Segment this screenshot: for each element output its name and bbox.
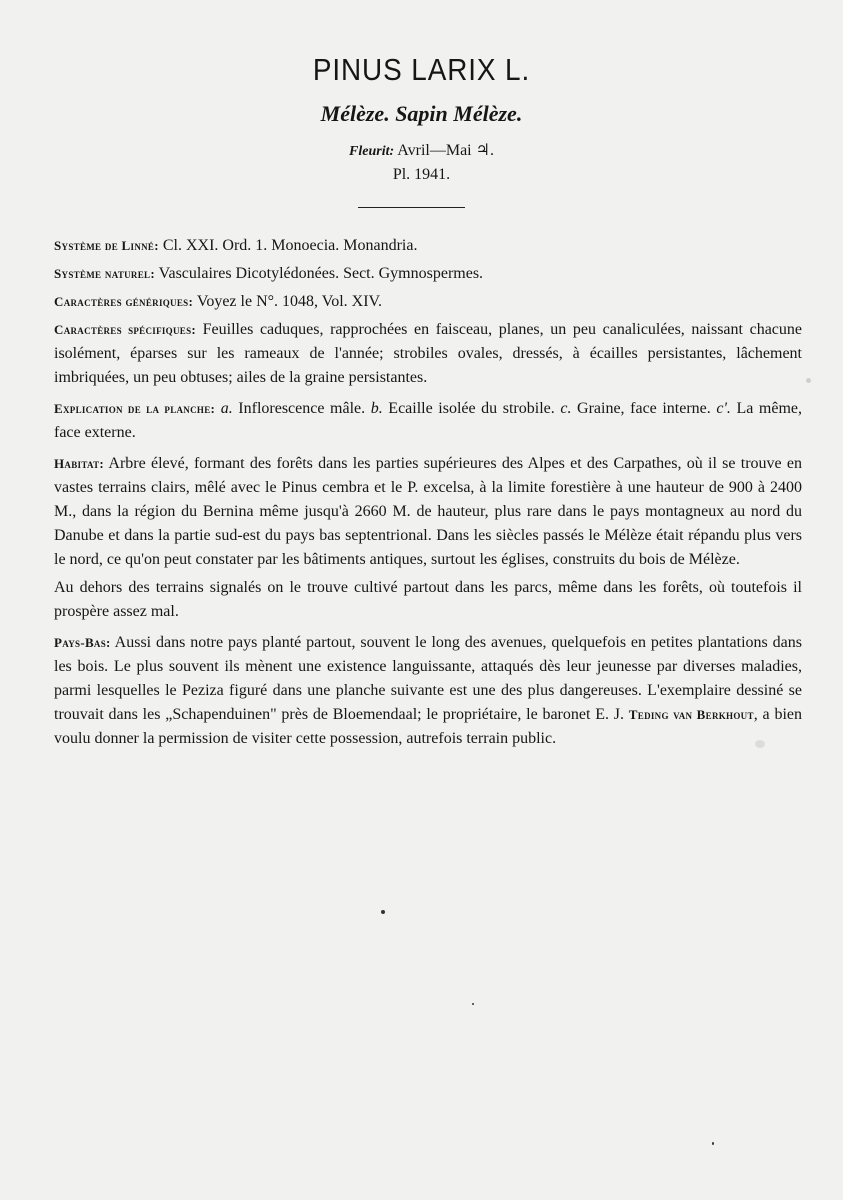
section-text: Aussi dans notre pays planté partout, souvent le long des avenues, quelquefois en petites plantations dans les bois. Le plus souvent ils mènent une existence languissante, attaqués dès leur jeunesse par diverses maladies, parmi lesquelles le Peziza figuré dans une planche suivante est une des plus dangereuses. L'exemplaire dessiné se trouvait dans les „Schapenduinen" près de Bloemendaal; le propriétaire, le baronet E. J.	[54, 634, 802, 723]
section-label: Système de Linné:	[54, 238, 159, 253]
paragraph-generiques	[54, 290, 802, 314]
section-label: Caractères génériques:	[54, 294, 194, 309]
common-names: Mélèze. Sapin Mélèze.	[320, 101, 523, 126]
section-label: Explication de la planche:	[54, 401, 216, 416]
flowering-line	[0, 140, 843, 160]
speck	[712, 1142, 714, 1145]
figure-text-c-prime: La même, face externe.	[54, 400, 803, 441]
figure-text-b: Ecaille isolée du strobile.	[382, 400, 561, 417]
paragraph-linne	[54, 234, 802, 258]
section-label: Caractères spécifiques:	[54, 322, 197, 337]
section-text: Au dehors des terrains signalés on le trouve cultivé partout dans les parcs, même dans les forêts, où toutefois il prospère assez mal.	[54, 579, 802, 620]
paragraph-cultive	[54, 576, 802, 624]
section-label: Pays-Bas:	[54, 635, 111, 650]
plate-number: Pl. 1941.	[392, 166, 451, 183]
paragraph-specifiques	[54, 318, 802, 390]
paragraph-explication	[54, 397, 802, 445]
flowering-value: Avril—Mai ♃.	[397, 142, 494, 159]
flowering-label: Fleurit:	[349, 144, 395, 159]
speck	[472, 1003, 474, 1005]
speck	[806, 378, 811, 383]
figure-letter-c-prime: c'.	[716, 400, 731, 417]
section-label: Système naturel:	[54, 266, 155, 281]
section-text: Cl. XXI. Ord. 1. Monoecia. Monandria.	[158, 237, 418, 254]
paragraph-naturel	[54, 262, 802, 286]
figure-letter-a: a.	[220, 400, 233, 417]
section-text: Arbre élevé, formant des forêts dans les parties supérieures des Alpes et des Carpathes, où il se trouve en vastes terrains clairs, mêlé avec le Pinus cembra et le P. excelsa, à la limite forestière à une hauteur de 900 à 2400 M., dans la région du Bernina même jusqu'à 2660 M. de hauteur, plus rare dans le pays montagneux au nord du Danube et dans la partie sud-est du pays bas septentrional. Dans les siècles passés le Mélèze était répandu plus vers le nord, ce qu'on peut constater par les bâtiments antiques, surtout les églises, construits du bois de Mélèze.	[54, 455, 802, 568]
figure-text-c: Graine, face interne.	[571, 400, 717, 417]
figure-text-a: Inflorescence mâle.	[232, 400, 371, 417]
section-text: Feuilles caduques, rapprochées en faisceau, planes, un peu canaliculées, naissant chacune isolément, éparses sur les rameaux de l'année; strobiles ovales, dressés, à écailles persistantes, lâchement imbriquées, un peu obtuses; ailes de la graine persistantes.	[54, 321, 802, 386]
section-text: Vasculaires Dicotylédonées. Sect. Gymnospermes.	[154, 265, 484, 282]
figure-letter-c: c.	[560, 400, 572, 417]
section-label: Habitat:	[54, 456, 105, 471]
paragraph-habitat	[54, 452, 802, 572]
figure-letter-b: b.	[370, 400, 383, 417]
speck	[381, 910, 385, 914]
document-body	[54, 234, 802, 758]
paragraph-pays-bas	[54, 631, 802, 751]
owner-name: Teding van Berkhout	[628, 707, 754, 722]
section-text: Voyez le N°. 1048, Vol. XIV.	[193, 293, 383, 310]
section-text: , a bien voulu donner la permission de visiter cette possession, autrefois terrain public.	[54, 706, 802, 747]
page-title: PINUS LARIX L.	[312, 52, 531, 87]
divider	[358, 207, 465, 208]
